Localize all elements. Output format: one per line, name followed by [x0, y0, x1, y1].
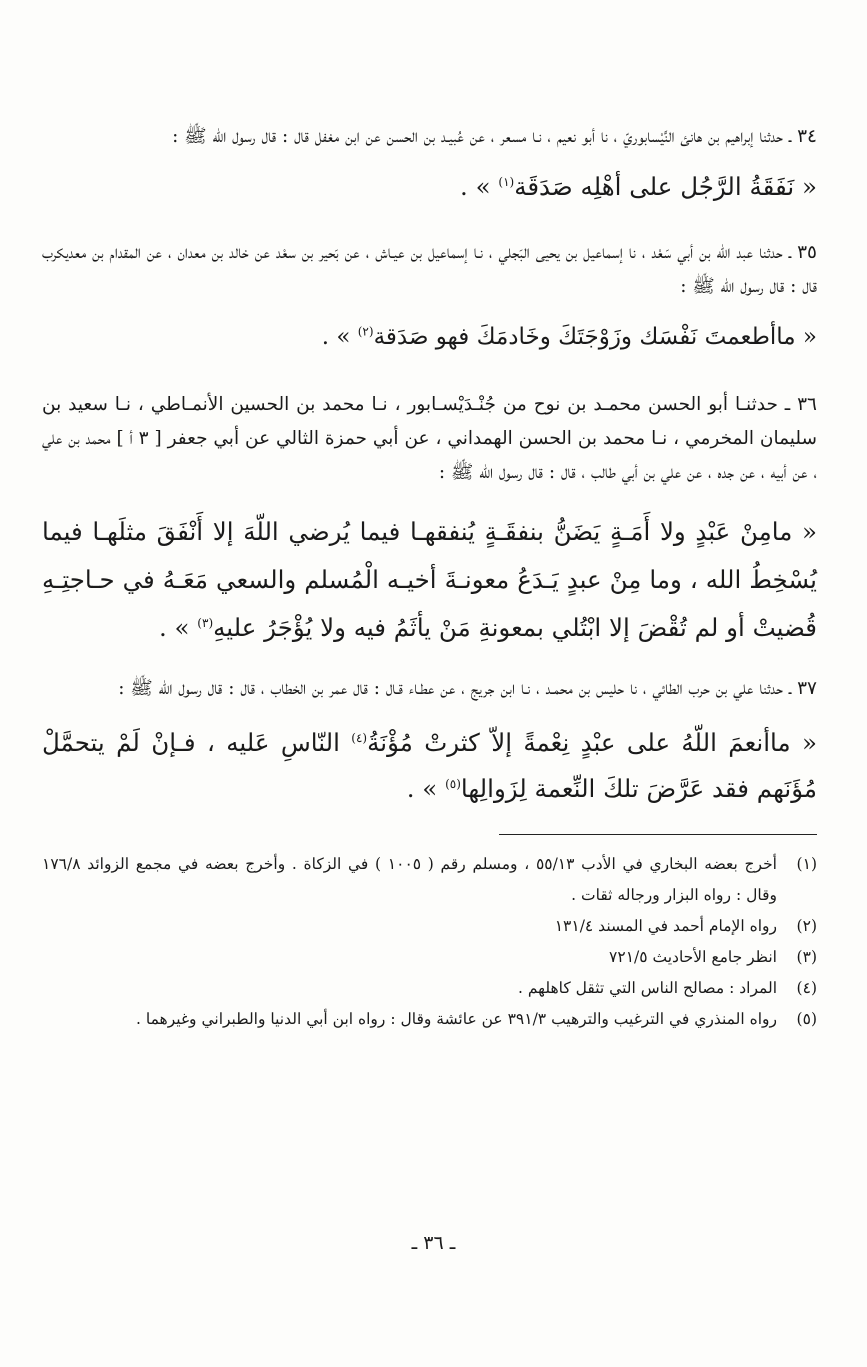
hadith-35-matn — [42, 314, 817, 360]
hadith-35-matn-end: » . — [321, 324, 358, 350]
hadith-34-isnad: ٣٤ ـ حدثنا إبراهيم بن هانئ النَّيْسابوريّ ، نا أبو نعيم ، نـا مسعر ، عن عُبيـد بن الحسن عن ابن مغفل قال : قال رسول الله ﷺ : — [172, 126, 817, 147]
hadith-37-matn — [42, 720, 817, 812]
footnote-number: (٥) — [796, 1010, 817, 1028]
hadith-34-matn-text: « نَفَقَةُ الرَّجُل على أهْلِه صَدَقَة — [514, 172, 817, 201]
footnote-ref-5: (٥) — [445, 776, 461, 791]
footnote-ref-2: (٢) — [357, 324, 374, 339]
footnotes — [42, 849, 817, 1035]
footnote-text: انظر جامع الأحاديث ٧٢١/٥ — [609, 948, 777, 966]
footnote-text: المراد : مصالح الناس التي تثقل كاهلهم . — [518, 979, 777, 997]
footnote-2 — [42, 911, 817, 942]
footnote-ref-4: (٤) — [351, 730, 368, 745]
footnote-4 — [42, 973, 817, 1004]
footnote-number: (٢) — [796, 917, 817, 935]
hadith-35-matn-text: « ماأطعمتَ نَفْسَك وزَوْجَتَكَ وخَادمَكَ فهو صَدَقة — [373, 324, 817, 350]
hadith-37-isnad: ٣٧ ـ حدثنا علي بن حرب الطائي ، نا حليس بن محمـد ، نـا ابن جريج ، عن عطـاء قـال : قال عمر بن الخطاب ، قال : قال رسول الله ﷺ : — [118, 678, 817, 699]
footnote-text: رواه الإمام أحمد في المسند ١٣١/٤ — [554, 917, 777, 935]
footnote-1 — [42, 849, 817, 911]
footnote-3 — [42, 942, 817, 973]
hadith-37-matn-part2: النّاسِ عَليه ، فـإنْ لَمْ يتحمَّلْ مُؤَنَهم فقد عَرَّضَ تلكَ النِّعمة لِزَوالِها — [42, 728, 817, 803]
hadith-36-matn-text: « مامِنْ عَبْدٍ ولا أَمَـةٍ يَضَنُّ بنفقَـةٍ يُنفقهـا فيما يُرضي اللّهَ إلا أَنْفَقَ مثلَهـا فيما يُسْخِطُ الله ، وما مِنْ عبدٍ يَـدَعُ معونـةَ أخيـه الْمُسلم والسعي مَعَـهُ في حـاجتِـهِ قُضيتْ أو لم تُقْضَ إلا ابْتُلي بمعونةِ مَنْ يأثَمُ فيه ولا يُؤْجَرُ عليهِ — [42, 517, 817, 642]
footnote-divider — [499, 834, 817, 835]
footnote-ref-1: (١) — [498, 174, 515, 189]
footnote-5 — [42, 1004, 817, 1035]
hadith-36-isnad: ٣٦ ـ حدثنـا أبو الحسن محمـد بن نوح من جُنْـدَيْسـابور ، نـا محمد بن الحسين الأنمـاطي ، نـا سعيد بن سليمان المخرمي ، نـا محمد بن الحسن الهمداني ، عن أبي حمزة الثالي عن أبي جعفر [ ٣ أ ] محمد بن علي ، عن أبيه ، عن جده ، عن علي بن أبي طالب ، قال : قال رسول الله ﷺ : — [42, 394, 818, 483]
footnote-number: (٤) — [796, 979, 817, 997]
hadith-37-matn-part1: « ماأنعمَ اللّهُ على عبْدٍ نِعْمةً إلاّ كثرتْ مُؤْنَةُ — [367, 728, 818, 757]
footnote-number: (٣) — [796, 948, 817, 966]
footnote-text: رواه المنذري في الترغيب والترهيب ٣٩١/٣ عن عائشة وقال : رواه ابن أبي الدنيا والطبراني وغيرهما . — [136, 1010, 777, 1028]
footnote-text: أخرج بعضه البخاري في الأدب ٥٥/١٣ ، ومسلم رقم ( ١٠٠٥ ) في الزكاة . وأخرج بعضه في مجمع الزوائد ١٧٦/٨ وقال : رواه البزار ورجاله ثقات . — [42, 855, 777, 904]
hadith-36-matn — [42, 508, 817, 652]
footnote-ref-3: (٣) — [197, 615, 214, 630]
hadith-37-matn-end: » . — [406, 774, 446, 803]
footnote-number: (١) — [796, 855, 817, 873]
page-number: ـ ٣٦ ـ — [411, 1232, 456, 1254]
hadith-34-matn — [42, 164, 817, 210]
hadith-36-matn-end: » . — [158, 613, 198, 642]
hadith-34-matn-end: » . — [460, 172, 499, 201]
hadith-35-isnad: ٣٥ ـ حدثنا عبد الله بن أبي سَعْد ، نا إسماعيل بن يحيى البَجلي ، نـا إسماعيل بن عيـاش ، عن بَحير بن سعْد عن خالد بن معدان ، عن المقدام بن معديكرب قال : قال رسول الله ﷺ : — [42, 242, 817, 297]
